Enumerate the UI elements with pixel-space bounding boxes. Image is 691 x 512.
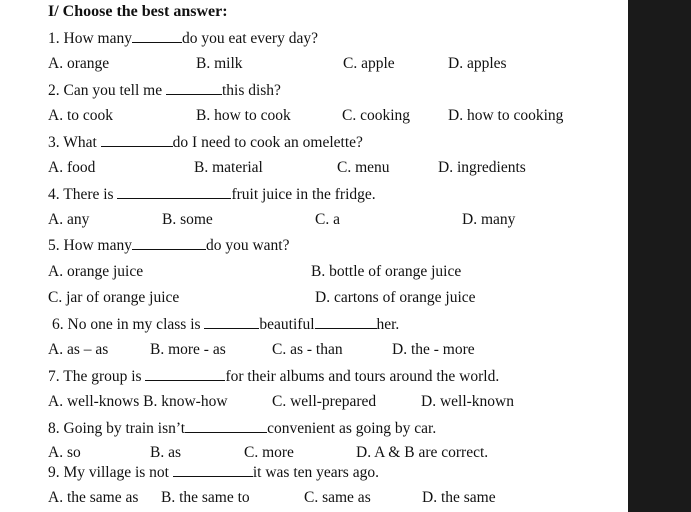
question-4-text: 4. There is	[48, 186, 114, 203]
q1-option-b: B. milk	[196, 55, 243, 72]
q6-option-b: B. more - as	[150, 341, 226, 358]
q1-option-a: A. orange	[48, 55, 110, 72]
question-6	[52, 315, 399, 334]
q8-option-a: A. so	[48, 444, 81, 461]
q9-option-a: A. the same as	[48, 489, 139, 506]
q3-option-c: C. menu	[337, 159, 390, 176]
question-5-text-end: do you want?	[205, 237, 290, 254]
q6-option-d: D. the - more	[392, 341, 475, 358]
question-1-text: 1. How many	[48, 30, 132, 47]
q6-option-a: A. as – as	[48, 341, 109, 358]
q9-option-b: B. the same to	[161, 489, 250, 506]
q5-option-b: B. bottle of orange juice	[311, 263, 462, 280]
q5-option-d: D. cartons of orange juice	[315, 289, 476, 306]
question-9	[48, 463, 379, 482]
q1-option-c: C. apple	[343, 55, 395, 72]
q2-option-c: C. cooking	[342, 107, 411, 124]
question-5	[48, 236, 289, 255]
section-heading: I/ Choose the best answer:	[48, 3, 228, 20]
question-9-text: 9. My village is not	[48, 464, 169, 481]
q1-option-d: D. apples	[448, 55, 507, 72]
q4-option-d: D. many	[462, 211, 516, 228]
q7-option-c: C. well-prepared	[272, 393, 377, 410]
question-3-text: 3. What	[48, 134, 97, 151]
question-3-blank	[101, 133, 173, 147]
question-8-text-end: convenient as going by car.	[267, 420, 437, 437]
question-5-text: 5. How many	[48, 237, 132, 254]
q5-option-c: C. jar of orange juice	[48, 289, 180, 306]
question-7	[48, 367, 499, 386]
q2-option-b: B. how to cook	[196, 107, 291, 124]
question-8-text: 8. Going by train isn’t	[48, 420, 186, 437]
q4-option-a: A. any	[48, 211, 90, 228]
question-2	[48, 81, 281, 100]
question-7-blank	[145, 367, 225, 381]
q3-option-a: A. food	[48, 159, 96, 176]
question-2-blank	[166, 81, 222, 95]
question-6-text-mid: beautiful	[259, 316, 315, 333]
q2-option-a: A. to cook	[48, 107, 114, 124]
question-1-blank	[132, 29, 182, 43]
question-9-blank	[173, 463, 253, 477]
question-8	[48, 419, 436, 438]
q2-option-d: D. how to cooking	[448, 107, 564, 124]
question-6-text-end: her.	[376, 316, 400, 333]
q9-option-c: C. same as	[304, 489, 371, 506]
question-9-text-end: it was ten years ago.	[252, 464, 379, 481]
question-6-blank-1	[204, 315, 259, 329]
question-7-text: 7. The group is	[48, 368, 142, 385]
question-8-blank	[185, 419, 267, 433]
question-4-text-end: fruit juice in the fridge.	[231, 186, 376, 203]
q4-option-c: C. a	[315, 211, 340, 228]
question-6-text: 6. No one in my class is	[52, 316, 201, 333]
q3-option-d: D. ingredients	[438, 159, 526, 176]
question-1-text-end: do you eat every day?	[181, 30, 318, 47]
question-5-blank	[132, 236, 206, 250]
question-3-text-end: do I need to cook an omelette?	[172, 134, 363, 151]
question-4	[48, 185, 376, 204]
q3-option-b: B. material	[194, 159, 263, 176]
q9-option-d: D. the same	[422, 489, 496, 506]
q6-option-c: C. as - than	[272, 341, 343, 358]
q7-option-d: D. well-known	[421, 393, 514, 410]
question-1	[48, 29, 318, 48]
question-3	[48, 133, 363, 152]
q7-option-ab: A. well-knows B. know-how	[48, 393, 228, 410]
q8-option-d: D. A & B are correct.	[356, 444, 489, 461]
q8-option-c: C. more	[244, 444, 294, 461]
viewer-background-edge	[628, 0, 691, 512]
q4-option-b: B. some	[162, 211, 213, 228]
question-4-blank	[117, 185, 231, 199]
question-2-text-end: this dish?	[221, 82, 281, 99]
question-7-text-end: for their albums and tours around the world.	[225, 368, 500, 385]
question-6-blank-2	[315, 315, 377, 329]
q5-option-a: A. orange juice	[48, 263, 144, 280]
question-2-text: 2. Can you tell me	[48, 82, 163, 99]
q8-option-b: B. as	[150, 444, 181, 461]
